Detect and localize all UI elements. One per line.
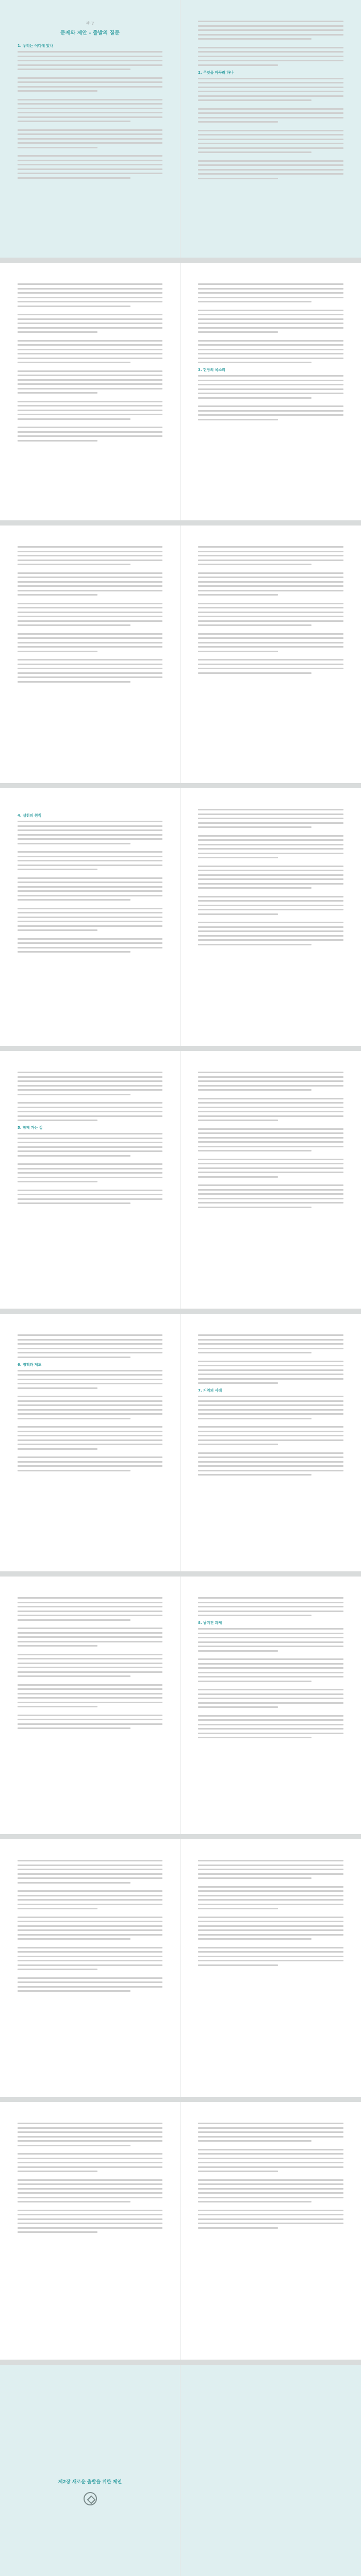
page [0,1839,180,2097]
section-heading: 6. 정책과 제도 [18,1362,42,1367]
section-heading: 1. 우리는 어디에 있나 [18,44,53,48]
section-heading: 7. 지역의 사례 [198,1388,222,1393]
page [180,1051,361,1309]
page [0,0,180,258]
section-heading: 2. 무엇을 바꾸려 하나 [198,70,234,75]
section-heading: 8. 남겨진 과제 [198,1621,222,1625]
page [0,1314,180,1571]
page-spread [0,1577,361,1834]
page [0,1577,180,1834]
part-title: 제2장 새로운 출발을 위한 제언 [58,2480,122,2485]
page [0,263,180,520]
emblem-icon [84,2492,97,2505]
page [180,526,361,783]
page-spread [0,2365,361,2576]
page [180,1839,361,2097]
page [180,0,361,258]
page-spread [0,0,361,258]
page-spread [0,526,361,783]
page [0,526,180,783]
page [180,2102,361,2360]
page [180,1577,361,1834]
page [180,1314,361,1571]
section-heading: 5. 함께 가는 길 [18,1126,43,1130]
page-spread [0,1839,361,2097]
page-spread [0,1051,361,1309]
page [180,2365,361,2576]
page-spread [0,263,361,520]
chapter-title: 문제와 제안 - 출발의 질문 [60,30,120,36]
page-spread [0,1314,361,1571]
section-heading: 3. 현장의 목소리 [198,368,225,372]
page [0,2102,180,2360]
page-spread [0,788,361,1046]
part-title-page [0,2365,180,2576]
page [0,788,180,1046]
page [180,263,361,520]
section-heading: 4. 실천의 원칙 [18,814,42,818]
chapter-tag: 제1장 [86,22,94,25]
page [0,1051,180,1309]
page-spread [0,2102,361,2360]
page [180,788,361,1046]
